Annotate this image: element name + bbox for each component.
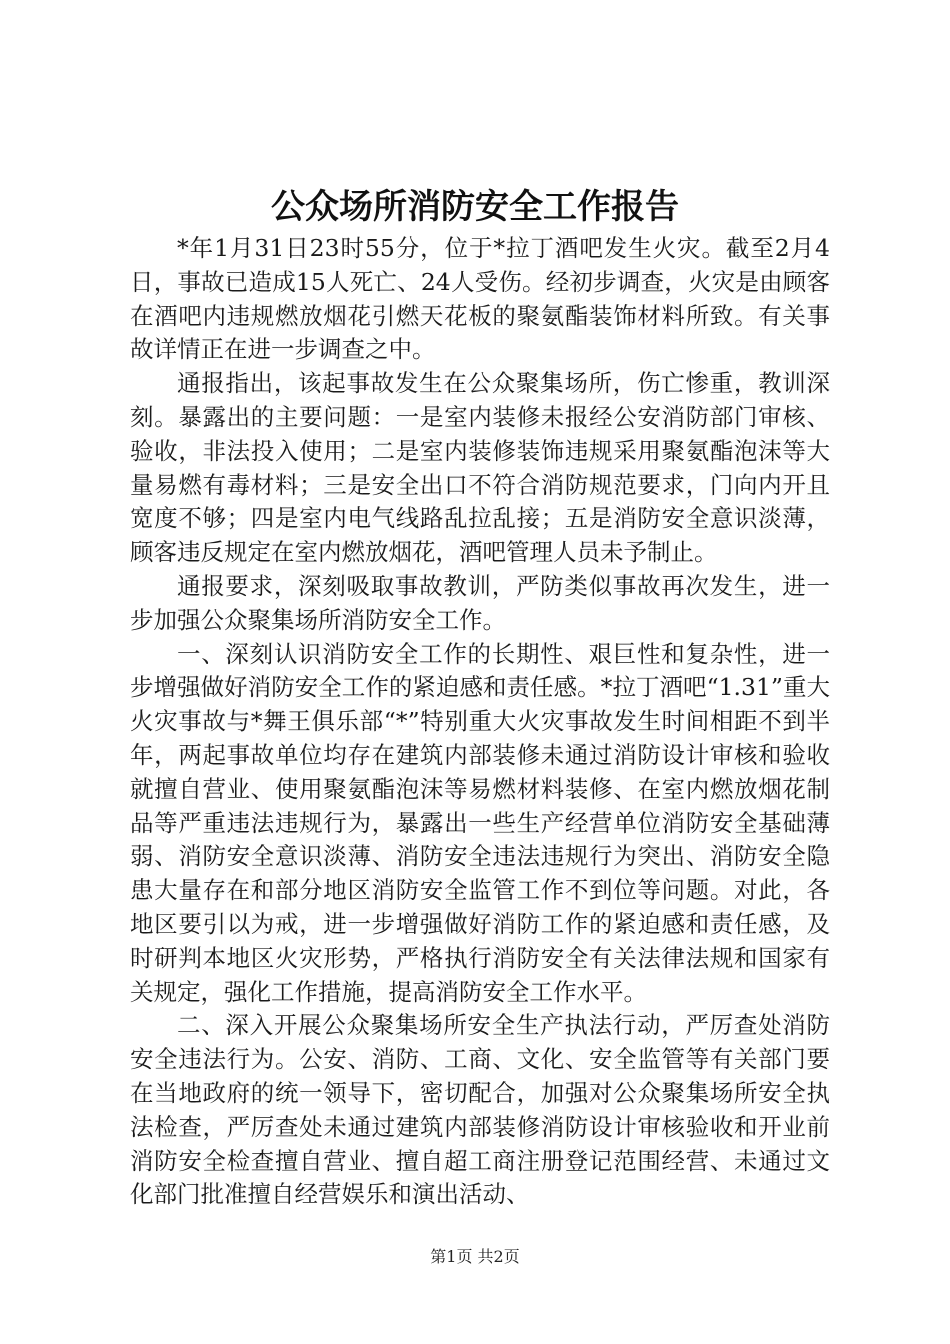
- paragraph-section-two: 二、深入开展公众聚集场所安全生产执法行动，严厉查处消防安全违法行为。公安、消防、工商、文化、安全监管等有关部门要在当地政府的统一领导下，密切配合，加强对公众聚集场所安全执法检查，严厉查处未通过建筑内部装修消防设计审核验收和开业前消防安全检查擅自营业、擅自超工商注册登记范围经营、未通过文化部门批准擅自经营娱乐和演出活动、: [130, 1011, 830, 1209]
- paragraph-problems: 通报指出，该起事故发生在公众聚集场所，伤亡惨重，教训深刻。暴露出的主要问题：一是室内装修未报经公安消防部门审核、验收，非法投入使用；二是室内装修装饰违规采用聚氨酯泡沫等大量易燃有毒材料；三是安全出口不符合消防规范要求，门向内开且宽度不够；四是室内电气线路乱拉乱接；五是消防安全意识淡薄，顾客违反规定在室内燃放烟花，酒吧管理人员未予制止。: [130, 369, 830, 567]
- paragraph-incident-summary: *年1月31日23时55分，位于*拉丁酒吧发生火灾。截至2月4日，事故已造成15人死亡、24人受伤。经初步调查，火灾是由顾客在酒吧内违规燃放烟花引燃天花板的聚氨酯装饰材料所致。有关事故详情正在进一步调查之中。: [130, 234, 830, 364]
- paragraph-section-one: 一、深刻认识消防安全工作的长期性、艰巨性和复杂性，进一步增强做好消防安全工作的紧迫感和责任感。*拉丁酒吧“1.31”重大火灾事故与*舞王俱乐部“*”特别重大火灾事故发生时间相距不到半年，两起事故单位均存在建筑内部装修未通过消防设计审核和验收就擅自营业、使用聚氨酯泡沫等易燃材料装修、在室内燃放烟花制品等严重违法违规行为，暴露出一些生产经营单位消防安全基础薄弱、消防安全意识淡薄、消防安全违法违规行为突出、消防安全隐患大量存在和部分地区消防安全监管工作不到位等问题。对此，各地区要引以为戒，进一步增强做好消防工作的紧迫感和责任感，及时研判本地区火灾形势，严格执行消防安全有关法律法规和国家有关规定，强化工作措施，提高消防安全工作水平。: [130, 639, 830, 1006]
- document-title: 公众场所消防安全工作报告: [271, 187, 679, 227]
- document-body: [130, 232, 830, 1212]
- page-number-footer: 第1页 共2页: [430, 1247, 520, 1266]
- paragraph-requirements: 通报要求，深刻吸取事故教训，严防类似事故再次发生，进一步加强公众聚集场所消防安全工作。: [130, 571, 830, 634]
